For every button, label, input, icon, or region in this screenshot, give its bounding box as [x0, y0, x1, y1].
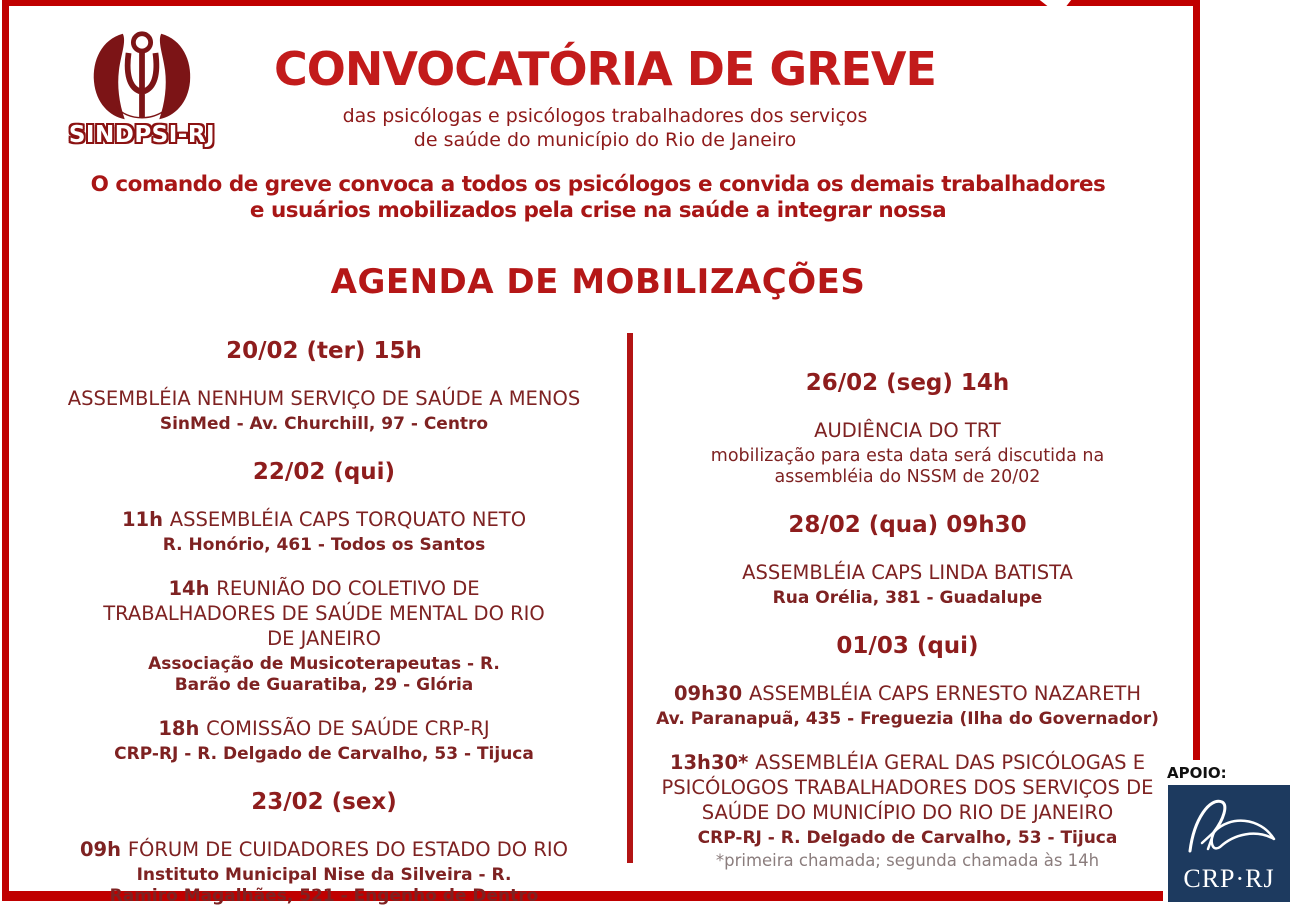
event-location: Instituto Municipal Nise da Silveira - R. Ramiro Magalhães, 521 - Engenho de Dentro — [109, 865, 539, 906]
agenda-column-left — [34, 336, 614, 907]
event-location: SinMed - Av. Churchill, 97 - Centro — [159, 414, 489, 434]
event-location: Rua Orélia, 381 - Guadalupe — [772, 588, 1043, 608]
sindpsi-emblem-icon — [82, 28, 202, 124]
date-heading: 20/02 (ter) 15h — [226, 338, 422, 364]
poster-subtitle — [240, 104, 970, 152]
date-heading: 22/02 (qui) — [252, 459, 396, 485]
event-time: 09h30 — [673, 682, 743, 705]
agenda-section — [645, 631, 1170, 871]
column-divider — [627, 333, 633, 863]
event-time: 13h30* — [669, 751, 749, 774]
agenda-section — [34, 457, 614, 765]
agenda-event — [34, 507, 614, 556]
event-title: 18h COMISSÃO DE SAÚDE CRP-RJ — [158, 717, 490, 740]
event-location: mobilização para esta data será discutida na assembléia do NSSM de 20/02 — [710, 446, 1105, 487]
agenda-event — [645, 750, 1170, 871]
subtitle-line-1: das psicólogas e psicólogos trabalhadores dos serviços — [342, 105, 868, 127]
agenda-event — [34, 716, 614, 765]
agenda-event — [645, 560, 1170, 609]
intro-line-1: O comando de greve convoca a todos os psicólogos e convida os demais trabalhadores — [90, 172, 1106, 197]
sindpsi-logo-label: SINDPSI-RJ — [68, 122, 216, 148]
date-heading: 28/02 (qua) 09h30 — [788, 512, 1027, 538]
event-title: ASSEMBLÉIA CAPS LINDA BATISTA — [742, 561, 1073, 584]
agenda-event — [34, 386, 614, 435]
event-title: 13h30* ASSEMBLÉIA GERAL DAS PSICÓLOGAS E PSICÓLOGOS TRABALHADORES DOS SERVIÇOS DE SAÚDE DO MUNICÍPIO DO RIO DE JANEIRO — [661, 751, 1154, 824]
agenda-event — [645, 418, 1170, 488]
agenda-section — [34, 787, 614, 907]
crp-rj-logo — [1168, 785, 1290, 902]
event-location: Av. Paranapuã, 435 - Freguezia (Ilha do Governador) — [656, 709, 1159, 729]
crp-rj-logo-text: CRP·RJ — [1183, 864, 1275, 893]
poster-title: CONVOCATÓRIA DE GREVE — [274, 42, 936, 96]
intro-paragraph — [0, 172, 1196, 224]
event-location: Associação de Musicoterapeutas - R. Barão de Guaratiba, 29 - Glória — [148, 654, 500, 695]
date-heading: 01/03 (qui) — [836, 633, 979, 659]
event-title: ASSEMBLÉIA NENHUM SERVIÇO DE SAÚDE A MENOS — [67, 387, 581, 410]
event-title: 11h ASSEMBLÉIA CAPS TORQUATO NETO — [121, 508, 527, 531]
sindpsi-logo — [52, 28, 232, 148]
agenda-section — [645, 510, 1170, 609]
event-time: 09h — [79, 838, 122, 861]
date-heading: 23/02 (sex) — [251, 789, 397, 815]
event-time: 14h — [168, 577, 210, 600]
date-heading: 26/02 (seg) 14h — [805, 370, 1010, 396]
crp-bird-icon — [1174, 789, 1284, 861]
event-title: 14h REUNIÃO DO COLETIVO DE TRABALHADORES DE SAÚDE MENTAL DO RIO DE JANEIRO — [103, 577, 545, 650]
event-title: 09h FÓRUM DE CUIDADORES DO ESTADO DO RIO — [79, 838, 568, 861]
event-location: R. Honório, 461 - Todos os Santos — [162, 535, 486, 555]
agenda-section — [34, 336, 614, 435]
agenda-heading: AGENDA DE MOBILIZAÇÕES — [330, 262, 866, 302]
apoio-label: APOIO: — [1167, 764, 1227, 782]
event-time: 11h — [121, 508, 163, 531]
event-title: AUDIÊNCIA DO TRT — [814, 419, 1001, 442]
event-footnote: *primeira chamada; segunda chamada às 14h — [715, 851, 1100, 870]
agenda-event — [34, 576, 614, 696]
agenda-section — [645, 368, 1170, 488]
event-time: 18h — [158, 717, 200, 740]
agenda-event — [34, 837, 614, 907]
intro-line-2: e usuários mobilizados pela crise na saúde a integrar nossa — [249, 198, 947, 223]
event-location: CRP-RJ - R. Delgado de Carvalho, 53 - Tijuca — [697, 828, 1118, 848]
agenda-event — [645, 681, 1170, 730]
subtitle-line-2: de saúde do município do Rio de Janeiro — [413, 129, 797, 151]
event-title: 09h30 ASSEMBLÉIA CAPS ERNESTO NAZARETH — [673, 682, 1142, 705]
agenda-column-right — [645, 368, 1170, 871]
event-location: CRP-RJ - R. Delgado de Carvalho, 53 - Tijuca — [114, 744, 534, 764]
